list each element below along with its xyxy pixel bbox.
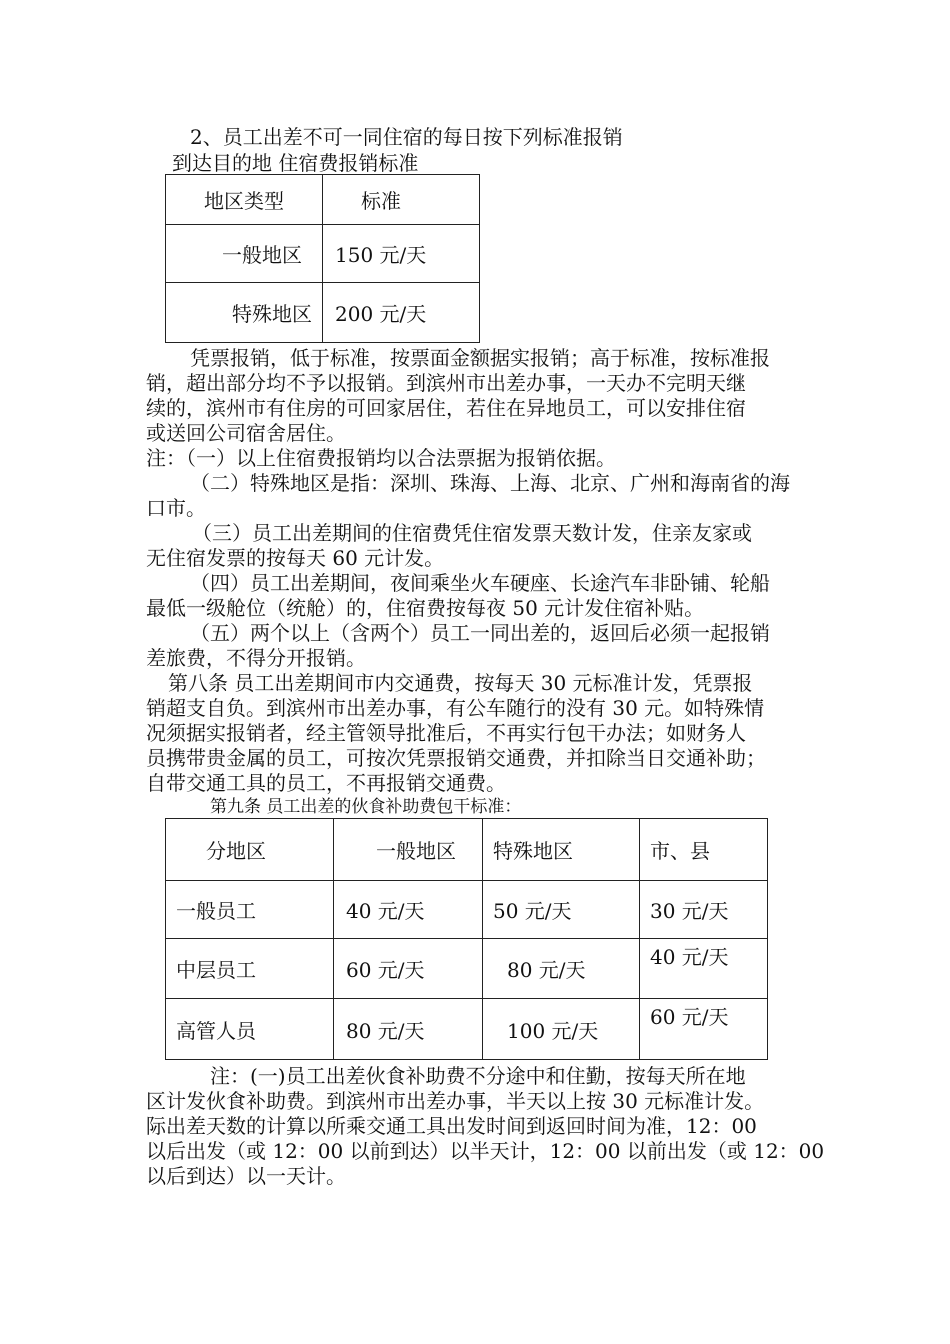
note-line: 区计发伙食补助费。到滨州市出差办事，半天以上按 30 元标准计发。: [146, 1089, 765, 1113]
article-line: 况须据实报销者，经主管领导批准后，不再实行包干办法；如财务人: [146, 721, 746, 745]
note-line: 际出差天数的计算以所乘交通工具出发时间到返回时间为准，12：00: [146, 1114, 757, 1138]
note-line: （五）两个以上（含两个）员工一同出差的，返回后必须一起报销: [190, 621, 770, 645]
amount-text: 60 元/天: [650, 1005, 729, 1029]
note-line: 注：(一)员工出差伙食补助费不分途中和住勤，按每天所在地: [210, 1064, 746, 1088]
header-cell: 分地区: [166, 819, 334, 881]
section-heading: 2、员工出差不可一同住宿的每日按下列标准报销: [190, 125, 623, 149]
amount-cell: [640, 939, 768, 999]
region-cell: 一般地区: [166, 225, 323, 283]
header-cell: 一般地区: [334, 819, 483, 881]
meal-table: [165, 818, 768, 1060]
header-cell: 标准: [323, 175, 480, 225]
table-header-row: [166, 819, 768, 881]
article-heading: 第九条 员工出差的伙食补助费包干标准：: [210, 797, 522, 817]
amount-cell: 40 元/天: [334, 881, 483, 939]
table-row: [166, 999, 768, 1060]
amount-cell: 80 元/天: [483, 939, 640, 999]
article-line: 第八条 员工出差期间市内交通费，按每天 30 元标准计发，凭票报: [168, 671, 753, 695]
amount-cell: 100 元/天: [483, 999, 640, 1060]
header-cell: 地区类型: [166, 175, 323, 225]
amount-cell: 80 元/天: [334, 999, 483, 1060]
header-cell: 市、县: [640, 819, 768, 881]
article-line: 员携带贵金属的员工，可按次凭票报销交通费，并扣除当日交通补助；: [146, 746, 766, 770]
note-line: 以后到达）以一天计。: [146, 1164, 346, 1188]
note-line: 以后出发（或 12：00 以前到达）以半天计，12：00 以前出发（或 12：00: [146, 1139, 825, 1163]
note-line: （三）员工出差期间的住宿费凭住宿发票天数计发，住亲友家或: [192, 521, 752, 545]
amount-cell: 30 元/天: [640, 881, 768, 939]
grade-cell: 一般员工: [166, 881, 334, 939]
table-row: [166, 283, 480, 343]
paragraph-line: 或送回公司宿舍居住。: [146, 421, 346, 445]
paragraph-line: 销，超出部分均不予以报销。到滨州市出差办事，一天办不完明天继: [146, 371, 746, 395]
grade-cell: 高管人员: [166, 999, 334, 1060]
paragraph-line: 续的，滨州市有住房的可回家居住，若住在异地员工，可以安排住宿: [146, 396, 746, 420]
article-line: 自带交通工具的员工，不再报销交通费。: [146, 771, 506, 795]
amount-cell: 60 元/天: [334, 939, 483, 999]
lodging-table: [165, 174, 480, 343]
table-caption: 到达目的地 住宿费报销标准: [172, 151, 419, 175]
table-row: [166, 225, 480, 283]
note-line: 注：（一）以上住宿费报销均以合法票据为报销依据。: [146, 446, 616, 470]
paragraph-line: 凭票报销，低于标准，按票面金额据实报销；高于标准，按标准报: [190, 346, 770, 370]
note-line: 口市。: [146, 496, 206, 520]
table-row: [166, 939, 768, 999]
header-cell: 特殊地区: [483, 819, 640, 881]
note-line: （二）特殊地区是指：深圳、珠海、上海、北京、广州和海南省的海: [190, 471, 790, 495]
amount-text: 40 元/天: [650, 945, 729, 969]
grade-cell: 中层员工: [166, 939, 334, 999]
standard-cell: 150 元/天: [323, 225, 480, 283]
amount-cell: 50 元/天: [483, 881, 640, 939]
region-cell: 特殊地区: [166, 283, 323, 343]
amount-cell: [640, 999, 768, 1060]
note-line: （四）员工出差期间，夜间乘坐火车硬座、长途汽车非卧铺、轮船: [190, 571, 770, 595]
note-line: 无住宿发票的按每天 60 元计发。: [146, 546, 445, 570]
standard-cell: 200 元/天: [323, 283, 480, 343]
note-line: 差旅费，不得分开报销。: [146, 646, 366, 670]
note-line: 最低一级舱位（统舱）的，住宿费按每夜 50 元计发住宿补贴。: [146, 596, 705, 620]
table-row: [166, 881, 768, 939]
table-header-row: [166, 175, 480, 225]
article-line: 销超支自负。到滨州市出差办事，有公车随行的没有 30 元。如特殊情: [146, 696, 765, 720]
